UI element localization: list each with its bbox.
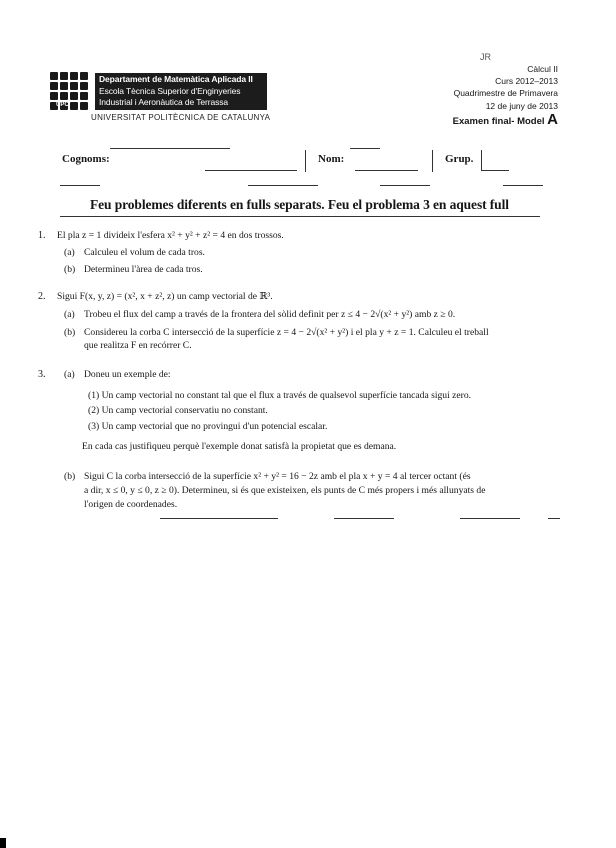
scan-mark <box>0 838 6 848</box>
rule <box>110 148 230 149</box>
part-label: (b) <box>64 471 76 482</box>
part-text: a dir, x ≤ 0, y ≤ 0, z ≥ 0). Determineu, si és que existeixen, els punts de C més propers i més allunyats de <box>84 485 486 496</box>
part-label: (a) <box>64 369 75 380</box>
group-label: Grup. <box>445 153 474 165</box>
rule <box>460 518 520 519</box>
part-text: Doneu un exemple de: <box>84 369 171 380</box>
part-text: Sigui C la corba intersecció de la superfície x² + y² = 16 − 2z amb el pla x + y = 4 al tercer octant (és <box>84 471 471 482</box>
logo-text: UPC <box>56 102 69 108</box>
part-text: Trobeu el flux del camp a través de la frontera del sòlid definit per z ≤ 4 − 2√(x² + y²) amb z ≥ 0. <box>84 309 456 320</box>
part-text: Determineu l'àrea de cada tros. <box>84 264 203 275</box>
name-label: Nom: <box>318 153 345 165</box>
example-item: (3) Un camp vectorial que no provingui d'un potencial escalar. <box>88 421 328 432</box>
part-label: (b) <box>64 327 76 338</box>
part-label: (a) <box>64 247 75 258</box>
headline-rule <box>60 216 540 217</box>
name-field[interactable] <box>355 170 418 171</box>
surname-field[interactable] <box>205 170 297 171</box>
group-field[interactable] <box>481 170 509 171</box>
department-line-2: Escola Tècnica Superior d'Enginyeries <box>99 86 241 96</box>
example-item: (1) Un camp vectorial no constant tal que el flux a través de qualsevol superfície tancada sigui zero. <box>88 390 472 401</box>
exam-date: 12 de juny de 2013 <box>485 101 558 111</box>
example-item: (2) Un camp vectorial conservatiu no constant. <box>88 405 268 416</box>
model-letter: A <box>547 111 558 128</box>
rule <box>350 148 380 149</box>
handwritten-mark: JR <box>480 52 491 62</box>
exam-label: Examen final- Model <box>452 116 545 127</box>
department-line-1: Departament de Matemàtica Aplicada II <box>99 74 253 84</box>
rule <box>248 185 318 186</box>
department-box <box>95 73 267 110</box>
justify-text: En cada cas justifiqueu perquè l'exemple donat satisfà la propietat que es demana. <box>82 441 397 452</box>
rule <box>60 185 100 186</box>
course-name: Càlcul II <box>527 64 558 74</box>
problem-statement: Sigui F(x, y, z) = (x², x + z², z) un camp vectorial de ℝ³. <box>57 291 273 302</box>
part-label: (a) <box>64 309 75 320</box>
course-term: Quadrimestre de Primavera <box>453 88 558 98</box>
exam-model <box>453 111 558 128</box>
separator <box>305 150 306 172</box>
part-text: Calculeu el volum de cada tros. <box>84 247 205 258</box>
separator <box>432 150 433 172</box>
surname-label: Cognoms: <box>62 153 110 165</box>
department-line-3: Industrial i Aeronàutica de Terrassa <box>99 97 229 107</box>
rule <box>160 518 278 519</box>
problem-statement: El pla z = 1 divideix l'esfera x² + y² + z² = 4 en dos trossos. <box>57 230 284 241</box>
rule <box>334 518 394 519</box>
part-text: Considereu la corba C intersecció de la superfície z = 4 − 2√(x² + y²) i el pla y + z = 1. Calculeu el treball <box>84 327 489 338</box>
part-text: que realitza F en recórrer C. <box>84 340 192 351</box>
problem-number: 3. <box>38 369 46 380</box>
problem-number: 1. <box>38 230 46 241</box>
part-label: (b) <box>64 264 76 275</box>
rule <box>503 185 543 186</box>
separator <box>481 150 482 170</box>
rule <box>380 185 430 186</box>
problem-number: 2. <box>38 291 46 302</box>
part-text: l'origen de coordenades. <box>84 499 178 510</box>
university-name: UNIVERSITAT POLITÈCNICA DE CATALUNYA <box>91 113 271 122</box>
rule <box>548 518 560 519</box>
instructions-headline: Feu problemes diferents en fulls separats. Feu el problema 3 en aquest full <box>90 197 509 212</box>
course-year: Curs 2012–2013 <box>495 76 558 86</box>
